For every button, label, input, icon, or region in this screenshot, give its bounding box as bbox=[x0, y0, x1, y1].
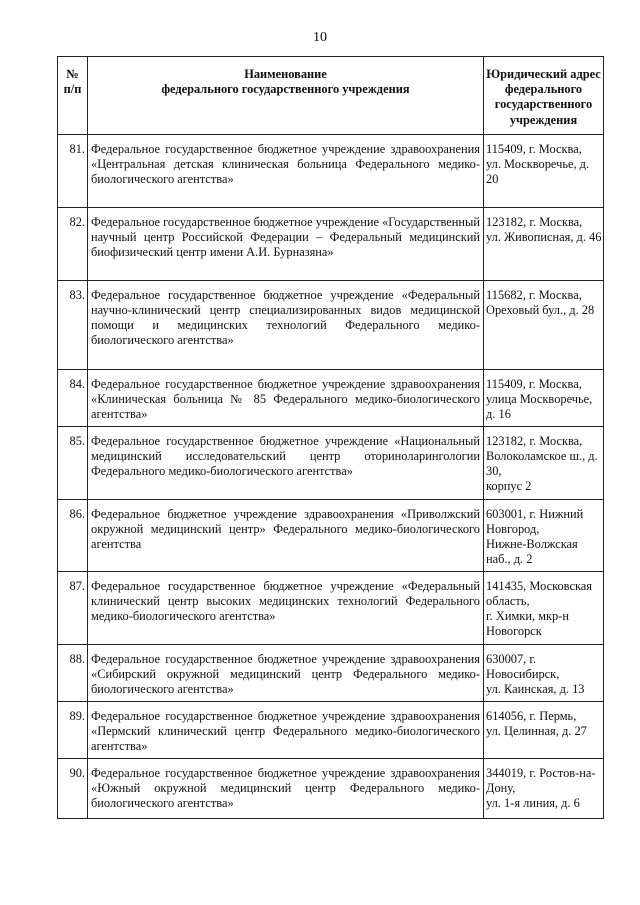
legal-address: 141435, Московская область, г. Химки, мкр-н Новогорск bbox=[484, 571, 604, 644]
row-number: 84. bbox=[58, 369, 88, 426]
legal-address: 115409, г. Москва, улица Москворечье, д. 16 bbox=[484, 369, 604, 426]
table-row bbox=[58, 499, 604, 571]
institution-name: Федеральное государственное бюджетное учреждение здравоохранения «Центральная детская клиническая больница Федерального медико-биологического агентства» bbox=[88, 134, 484, 207]
header-number-label: № п/п bbox=[63, 67, 82, 97]
institution-name: Федеральное государственное бюджетное учреждение здравоохранения «Пермский клинический центр Федерального медико-биологического агентства» bbox=[88, 701, 484, 758]
institution-name: Федеральное государственное бюджетное учреждение здравоохранения «Южный окружной медицинский центр Федерального медико-биологического агентства» bbox=[88, 758, 484, 818]
institution-name: Федеральное государственное бюджетное учреждение «Государственный научный центр Российской Федерации – Федеральный медицинский биофизический центр имени А.И. Бурназяна» bbox=[88, 207, 484, 280]
institution-name: Федеральное государственное бюджетное учреждение здравоохранения «Клиническая больница № 85 Федерального медико-биологического агентства» bbox=[88, 369, 484, 426]
header-number bbox=[58, 57, 88, 135]
table-row bbox=[58, 280, 604, 369]
row-number: 87. bbox=[58, 571, 88, 644]
page-number: 10 bbox=[313, 30, 327, 45]
legal-address: 123182, г. Москва, ул. Живописная, д. 46 bbox=[484, 207, 604, 280]
institution-name: Федеральное бюджетное учреждение здравоохранения «Приволжский окружной медицинский центр» Федерального медико-биологического агентства bbox=[88, 499, 484, 571]
header-row bbox=[58, 57, 604, 135]
header-address bbox=[484, 57, 604, 135]
institution-name: Федеральное государственное бюджетное учреждение «Федеральный научно-клинический центр специализированных видов медицинской помощи и медицинских технологий Федерального медико-биологического агентства» bbox=[88, 280, 484, 369]
table-row bbox=[58, 644, 604, 701]
header-name bbox=[88, 57, 484, 135]
legal-address: 344019, г. Ростов-на-Дону, ул. 1-я линия, д. 6 bbox=[484, 758, 604, 818]
row-number: 82. bbox=[58, 207, 88, 280]
row-number: 88. bbox=[58, 644, 88, 701]
table-row bbox=[58, 369, 604, 426]
table-row bbox=[58, 758, 604, 818]
institutions-table bbox=[57, 56, 604, 819]
row-number: 83. bbox=[58, 280, 88, 369]
table-row bbox=[58, 701, 604, 758]
header-name-label: Наименование федерального государственного учреждения bbox=[161, 67, 410, 97]
legal-address: 603001, г. Нижний Новгород, Нижне-Волжская наб., д. 2 bbox=[484, 499, 604, 571]
row-number: 81. bbox=[58, 134, 88, 207]
row-number: 85. bbox=[58, 426, 88, 499]
legal-address: 115682, г. Москва, Ореховый бул., д. 28 bbox=[484, 280, 604, 369]
legal-address: 115409, г. Москва, ул. Москворечье, д. 20 bbox=[484, 134, 604, 207]
institution-name: Федеральное государственное бюджетное учреждение «Национальный медицинский исследовательский центр оториноларингологии Федерального медико-биологического агентства» bbox=[88, 426, 484, 499]
table-row bbox=[58, 207, 604, 280]
legal-address: 614056, г. Пермь, ул. Целинная, д. 27 bbox=[484, 701, 604, 758]
table-row bbox=[58, 426, 604, 499]
row-number: 89. bbox=[58, 701, 88, 758]
table-body bbox=[58, 134, 604, 818]
table-header bbox=[58, 57, 604, 135]
institution-name: Федеральное государственное бюджетное учреждение «Федеральный клинический центр высоких медицинских технологий Федерального медико-биологического агентства» bbox=[88, 571, 484, 644]
legal-address: 630007, г. Новосибирск, ул. Каинская, д. 13 bbox=[484, 644, 604, 701]
table-row bbox=[58, 571, 604, 644]
row-number: 90. bbox=[58, 758, 88, 818]
table-row bbox=[58, 134, 604, 207]
header-address-label: Юридический адрес федерального государственного учреждения bbox=[486, 67, 601, 127]
institution-name: Федеральное государственное бюджетное учреждение здравоохранения «Сибирский окружной медицинский центр Федерального медико-биологического агентства» bbox=[88, 644, 484, 701]
legal-address: 123182, г. Москва, Волоколамское ш., д. 30, корпус 2 bbox=[484, 426, 604, 499]
row-number: 86. bbox=[58, 499, 88, 571]
